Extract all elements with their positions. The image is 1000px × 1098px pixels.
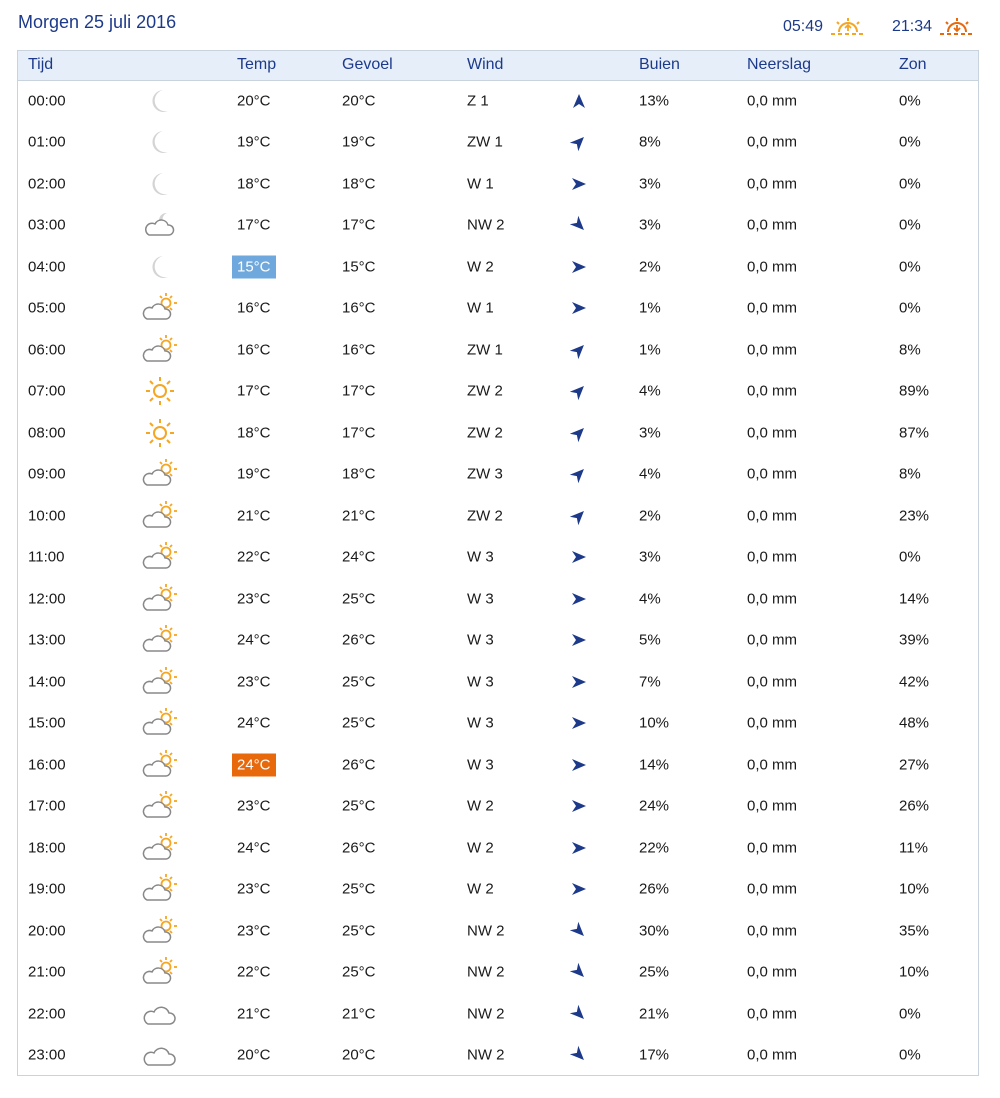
cell-wind: W 1 [467,299,494,317]
cell-time: 10:00 [28,507,66,525]
cell-wind: W 2 [467,880,494,898]
table-row [18,495,978,537]
cell-showers: 5% [639,631,661,649]
table-row [18,288,978,330]
cell-wind: NW 2 [467,1005,505,1023]
cell-wind: W 3 [467,756,494,774]
cell-time: 15:00 [28,714,66,732]
cell-precip: 0,0 mm [747,922,798,940]
cell-wind: NW 2 [467,963,505,981]
wind-direction-arrow-icon [570,92,588,110]
cell-wind: W 2 [467,839,494,857]
wind-direction-arrow-icon [566,130,591,155]
cell-time: 18:00 [28,839,66,857]
wind-direction-arrow-icon [566,918,591,943]
cell-feel: 16°C [342,299,376,317]
cell-precip: 0,0 mm [747,756,798,774]
cell-wind: W 3 [467,631,494,649]
cell-time: 08:00 [28,424,66,442]
cell-temp: 18°C [237,175,271,193]
cell-sun: 0% [899,92,921,110]
table-row [18,80,978,122]
cell-feel: 25°C [342,673,376,691]
wind-direction-arrow-icon [570,590,588,608]
cell-temp: 15°C [232,255,276,278]
cell-precip: 0,0 mm [747,507,798,525]
col-gevoel: Gevoel [342,56,393,73]
cell-sun: 0% [899,258,921,276]
moon-icon [141,126,179,158]
cloud-sun-icon [141,624,179,656]
col-neerslag: Neerslag [747,56,812,73]
col-zon: Zon [899,56,927,73]
moon-icon [141,85,179,117]
table-row [18,869,978,911]
cell-feel: 25°C [342,963,376,981]
cloud-sun-icon [141,666,179,698]
cell-showers: 2% [639,507,661,525]
cell-temp: 24°C [232,753,276,776]
cell-precip: 0,0 mm [747,133,798,151]
sunrise-info [783,16,867,38]
cell-wind: ZW 2 [467,507,503,525]
cloud-sun-icon [141,458,179,490]
cell-wind: W 3 [467,673,494,691]
cell-precip: 0,0 mm [747,631,798,649]
table-row [18,827,978,869]
cell-wind: ZW 1 [467,133,503,151]
cell-showers: 8% [639,133,661,151]
cell-sun: 27% [899,756,930,774]
cell-sun: 0% [899,216,921,234]
wind-direction-arrow-icon [566,213,591,238]
cell-feel: 25°C [342,590,376,608]
table-row [18,993,978,1035]
cell-feel: 18°C [342,175,376,193]
table-row [18,952,978,994]
table-row [18,661,978,703]
cell-temp: 20°C [237,1046,271,1064]
cell-precip: 0,0 mm [747,1005,798,1023]
cell-precip: 0,0 mm [747,673,798,691]
wind-direction-arrow-icon [570,880,588,898]
cell-time: 07:00 [28,382,66,400]
cell-sun: 35% [899,922,930,940]
cell-sun: 8% [899,465,921,483]
table-row [18,122,978,164]
forecast-header [0,0,1000,48]
cell-temp: 24°C [237,714,271,732]
sunset-info [892,16,976,38]
table-row [18,329,978,371]
cell-sun: 14% [899,590,930,608]
cloud-sun-icon [141,707,179,739]
cell-time: 20:00 [28,922,66,940]
cell-feel: 20°C [342,1046,376,1064]
cell-feel: 26°C [342,631,376,649]
cell-precip: 0,0 mm [747,880,798,898]
cloud-sun-icon [141,292,179,324]
table-row [18,1035,978,1077]
cell-time: 03:00 [28,216,66,234]
table-row [18,163,978,205]
cell-temp: 16°C [237,299,271,317]
cell-time: 01:00 [28,133,66,151]
cell-sun: 23% [899,507,930,525]
cell-precip: 0,0 mm [747,1046,798,1064]
cell-showers: 13% [639,92,670,110]
table-row [18,578,978,620]
cloud-sun-icon [141,583,179,615]
cell-precip: 0,0 mm [747,465,798,483]
cell-feel: 20°C [342,92,376,110]
wind-direction-arrow-icon [566,462,591,487]
cell-sun: 42% [899,673,930,691]
cell-wind: NW 2 [467,1046,505,1064]
cell-time: 22:00 [28,1005,66,1023]
cell-wind: ZW 1 [467,341,503,359]
cell-showers: 7% [639,673,661,691]
cell-temp: 20°C [237,92,271,110]
cell-temp: 19°C [237,465,271,483]
sunrise-icon [829,16,867,38]
cell-temp: 23°C [237,922,271,940]
table-row [18,246,978,288]
cell-precip: 0,0 mm [747,341,798,359]
cell-temp: 18°C [237,424,271,442]
wind-direction-arrow-icon [570,175,588,193]
cell-showers: 21% [639,1005,670,1023]
cell-showers: 3% [639,216,661,234]
cell-time: 19:00 [28,880,66,898]
cloud-sun-icon [141,956,179,988]
cell-temp: 23°C [237,673,271,691]
cell-sun: 0% [899,1005,921,1023]
cell-precip: 0,0 mm [747,548,798,566]
cloud-sun-icon [141,500,179,532]
wind-direction-arrow-icon [570,797,588,815]
cell-feel: 16°C [342,341,376,359]
cell-precip: 0,0 mm [747,299,798,317]
wind-direction-arrow-icon [566,503,591,528]
cell-temp: 24°C [237,839,271,857]
cell-wind: ZW 3 [467,465,503,483]
cell-feel: 19°C [342,133,376,151]
cell-time: 06:00 [28,341,66,359]
wind-direction-arrow-icon [566,1001,591,1026]
cell-temp: 24°C [237,631,271,649]
table-row [18,786,978,828]
cell-sun: 0% [899,299,921,317]
cell-feel: 26°C [342,839,376,857]
cell-showers: 10% [639,714,670,732]
wind-direction-arrow-icon [566,379,591,404]
cell-wind: W 3 [467,590,494,608]
cell-precip: 0,0 mm [747,590,798,608]
cell-time: 04:00 [28,258,66,276]
cell-temp: 16°C [237,341,271,359]
cell-wind: NW 2 [467,216,505,234]
cell-wind: ZW 2 [467,382,503,400]
cell-feel: 25°C [342,922,376,940]
cell-showers: 4% [639,382,661,400]
cell-feel: 17°C [342,216,376,234]
cell-wind: W 3 [467,714,494,732]
wind-direction-arrow-icon [566,420,591,445]
cell-precip: 0,0 mm [747,92,798,110]
cell-showers: 4% [639,465,661,483]
cell-temp: 23°C [237,797,271,815]
cell-sun: 0% [899,175,921,193]
cell-feel: 25°C [342,880,376,898]
wind-direction-arrow-icon [570,714,588,732]
cell-sun: 10% [899,880,930,898]
cell-sun: 89% [899,382,930,400]
cell-temp: 17°C [237,216,271,234]
cell-time: 02:00 [28,175,66,193]
table-row [18,371,978,413]
sunset-icon [938,16,976,38]
sunset-time: 21:34 [892,18,933,35]
cell-sun: 0% [899,133,921,151]
wind-direction-arrow-icon [570,839,588,857]
cell-time: 13:00 [28,631,66,649]
cell-time: 00:00 [28,92,66,110]
cell-temp: 22°C [237,548,271,566]
sunrise-time: 05:49 [783,18,824,35]
col-wind: Wind [467,56,504,73]
cell-feel: 17°C [342,382,376,400]
col-tijd: Tijd [28,56,54,73]
cell-showers: 3% [639,424,661,442]
cell-showers: 1% [639,341,661,359]
col-buien: Buien [639,56,680,73]
wind-direction-arrow-icon [570,756,588,774]
cell-showers: 17% [639,1046,670,1064]
cell-precip: 0,0 mm [747,424,798,442]
table-row [18,537,978,579]
cell-precip: 0,0 mm [747,714,798,732]
cloud-sun-icon [141,873,179,905]
table-row [18,910,978,952]
cell-sun: 0% [899,548,921,566]
wind-direction-arrow-icon [570,631,588,649]
wind-direction-arrow-icon [570,548,588,566]
cell-showers: 26% [639,880,670,898]
cell-showers: 22% [639,839,670,857]
cell-showers: 1% [639,299,661,317]
cloud-icon [141,998,179,1030]
cloud-sun-icon [141,832,179,864]
moon-icon [141,168,179,200]
cell-time: 14:00 [28,673,66,691]
cell-feel: 26°C [342,756,376,774]
cell-sun: 39% [899,631,930,649]
cell-sun: 11% [899,839,928,857]
cell-feel: 18°C [342,465,376,483]
table-row [18,620,978,662]
cell-wind: NW 2 [467,922,505,940]
cell-temp: 22°C [237,963,271,981]
cloud-sun-icon [141,915,179,947]
cell-temp: 21°C [237,1005,271,1023]
cell-showers: 24% [639,797,670,815]
cell-showers: 3% [639,175,661,193]
cell-time: 21:00 [28,963,66,981]
cell-temp: 19°C [237,133,271,151]
cell-temp: 21°C [237,507,271,525]
cell-temp: 17°C [237,382,271,400]
cell-time: 16:00 [28,756,66,774]
table-header [18,51,978,81]
cell-precip: 0,0 mm [747,963,798,981]
moon-icon [141,251,179,283]
cell-wind: W 2 [467,797,494,815]
cell-feel: 17°C [342,424,376,442]
cloud-sun-icon [141,541,179,573]
table-row [18,412,978,454]
cloud-sun-icon [141,334,179,366]
cell-precip: 0,0 mm [747,258,798,276]
cell-feel: 24°C [342,548,376,566]
cell-showers: 25% [639,963,670,981]
wind-direction-arrow-icon [566,337,591,362]
cell-showers: 4% [639,590,661,608]
cell-temp: 23°C [237,590,271,608]
cell-showers: 2% [639,258,661,276]
cell-wind: W 1 [467,175,494,193]
cell-showers: 3% [639,548,661,566]
sun-icon [141,417,179,449]
cell-showers: 30% [639,922,670,940]
cell-feel: 21°C [342,507,376,525]
cell-precip: 0,0 mm [747,216,798,234]
cell-feel: 25°C [342,797,376,815]
cell-sun: 10% [899,963,930,981]
cell-feel: 21°C [342,1005,376,1023]
wind-direction-arrow-icon [570,299,588,317]
wind-direction-arrow-icon [566,1043,591,1068]
cell-wind: ZW 2 [467,424,503,442]
cell-feel: 25°C [342,714,376,732]
cell-temp: 23°C [237,880,271,898]
cell-wind: W 3 [467,548,494,566]
page-title: Morgen 25 juli 2016 [18,12,177,32]
hourly-forecast-table [17,50,979,1076]
cloud-moon-icon [141,209,179,241]
cloud-icon [141,1039,179,1071]
cell-sun: 8% [899,341,921,359]
cell-precip: 0,0 mm [747,175,798,193]
wind-direction-arrow-icon [570,258,588,276]
cell-sun: 48% [899,714,930,732]
cell-time: 23:00 [28,1046,66,1064]
cell-wind: W 2 [467,258,494,276]
table-row [18,744,978,786]
table-row [18,703,978,745]
cell-time: 12:00 [28,590,66,608]
cell-precip: 0,0 mm [747,839,798,857]
wind-direction-arrow-icon [566,960,591,985]
table-row [18,205,978,247]
sun-icon [141,375,179,407]
cell-sun: 26% [899,797,930,815]
cloud-sun-icon [141,749,179,781]
wind-direction-arrow-icon [570,673,588,691]
cell-showers: 14% [639,756,670,774]
cell-sun: 0% [899,1046,921,1064]
cloud-sun-icon [141,790,179,822]
cell-feel: 15°C [342,258,376,276]
cell-precip: 0,0 mm [747,797,798,815]
cell-time: 09:00 [28,465,66,483]
table-row [18,454,978,496]
cell-wind: Z 1 [467,92,489,110]
cell-time: 05:00 [28,299,66,317]
col-temp: Temp [237,56,277,73]
cell-time: 17:00 [28,797,66,815]
cell-precip: 0,0 mm [747,382,798,400]
cell-sun: 87% [899,424,930,442]
cell-time: 11:00 [28,548,65,566]
